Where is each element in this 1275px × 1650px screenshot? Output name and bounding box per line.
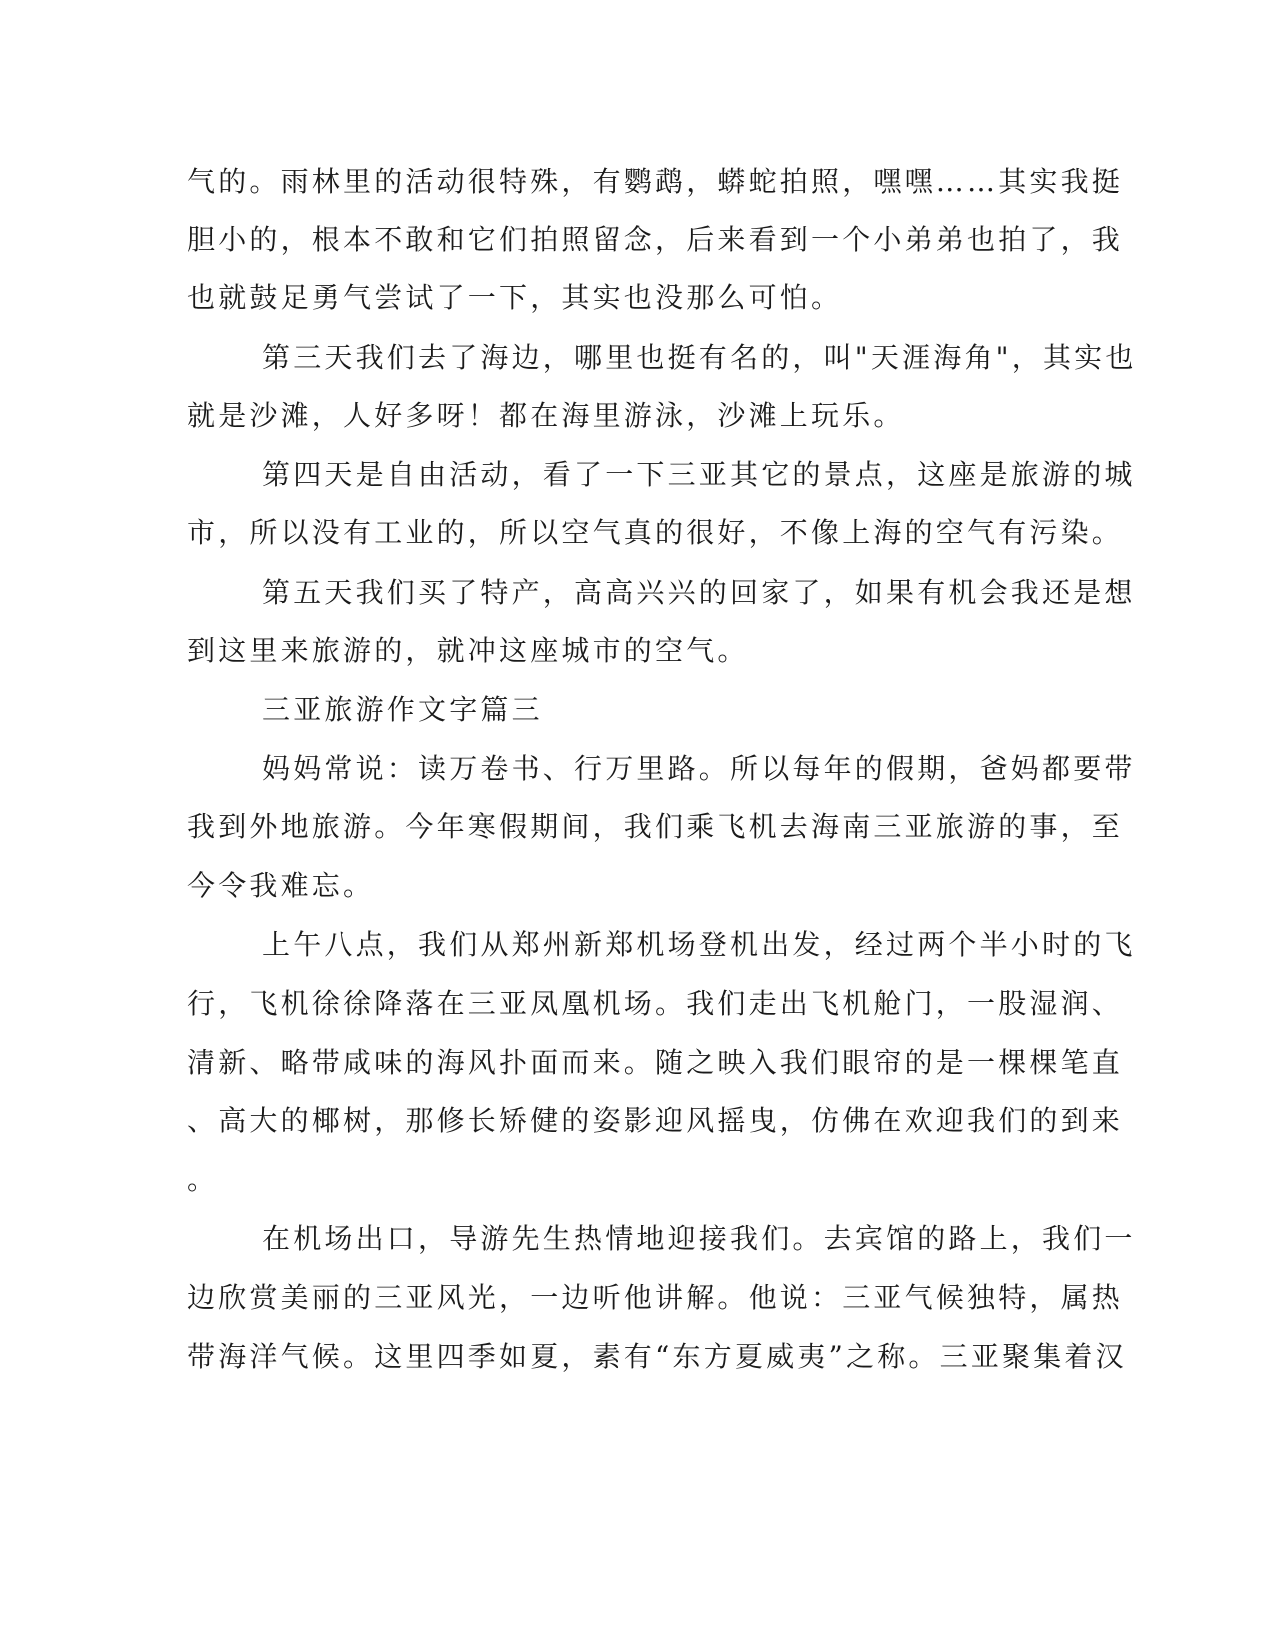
text-line: 气的。雨林里的活动很特殊，有鹦鹉，蟒蛇拍照，嘿嘿……其实我挺 (187, 165, 1124, 198)
text-line: 边欣赏美丽的三亚风光，一边听他讲解。他说：三亚气候独特，属热 (187, 1281, 1124, 1314)
text-line: 到这里来旅游的，就冲这座城市的空气。 (187, 634, 749, 667)
paragraph-start: 第三天我们去了海边，哪里也挺有名的，叫"天涯海角"，其实也 (262, 341, 1137, 374)
text-line: 今令我难忘。 (187, 869, 375, 902)
paragraph-start: 第五天我们买了特产，高高兴兴的回家了，如果有机会我还是想 (262, 576, 1136, 609)
text-line: 。 (187, 1163, 219, 1196)
paragraph-start: 第四天是自由活动，看了一下三亚其它的景点，这座是旅游的城 (262, 458, 1136, 491)
text-line: 清新、略带咸味的海风扑面而来。随之映入我们眼帘的是一棵棵笔直 (187, 1046, 1124, 1079)
paragraph-start: 上午八点，我们从郑州新郑机场登机出发，经过两个半小时的飞 (262, 928, 1136, 961)
text-line: 行，飞机徐徐降落在三亚凤凰机场。我们走出飞机舱门，一股湿润、 (187, 987, 1124, 1020)
text-line: 我到外地旅游。今年寒假期间，我们乘飞机去海南三亚旅游的事，至 (187, 810, 1124, 843)
section-heading: 三亚旅游作文字篇三 (262, 693, 543, 726)
text-line: 带海洋气候。这里四季如夏，素有“东方夏威夷”之称。三亚聚集着汉 (187, 1340, 1127, 1373)
paragraph-start: 妈妈常说：读万卷书、行万里路。所以每年的假期，爸妈都要带 (262, 752, 1136, 785)
text-line: 也就鼓足勇气尝试了一下，其实也没那么可怕。 (187, 281, 843, 314)
text-line: 就是沙滩，人好多呀！都在海里游泳，沙滩上玩乐。 (187, 399, 905, 432)
text-line: 、高大的椰树，那修长矫健的姿影迎风摇曳，仿佛在欢迎我们的到来 (187, 1104, 1124, 1137)
text-line: 市，所以没有工业的，所以空气真的很好，不像上海的空气有污染。 (187, 516, 1124, 549)
text-line: 胆小的，根本不敢和它们拍照留念，后来看到一个小弟弟也拍了，我 (187, 223, 1124, 256)
paragraph-start: 在机场出口，导游先生热情地迎接我们。去宾馆的路上，我们一 (262, 1222, 1136, 1255)
